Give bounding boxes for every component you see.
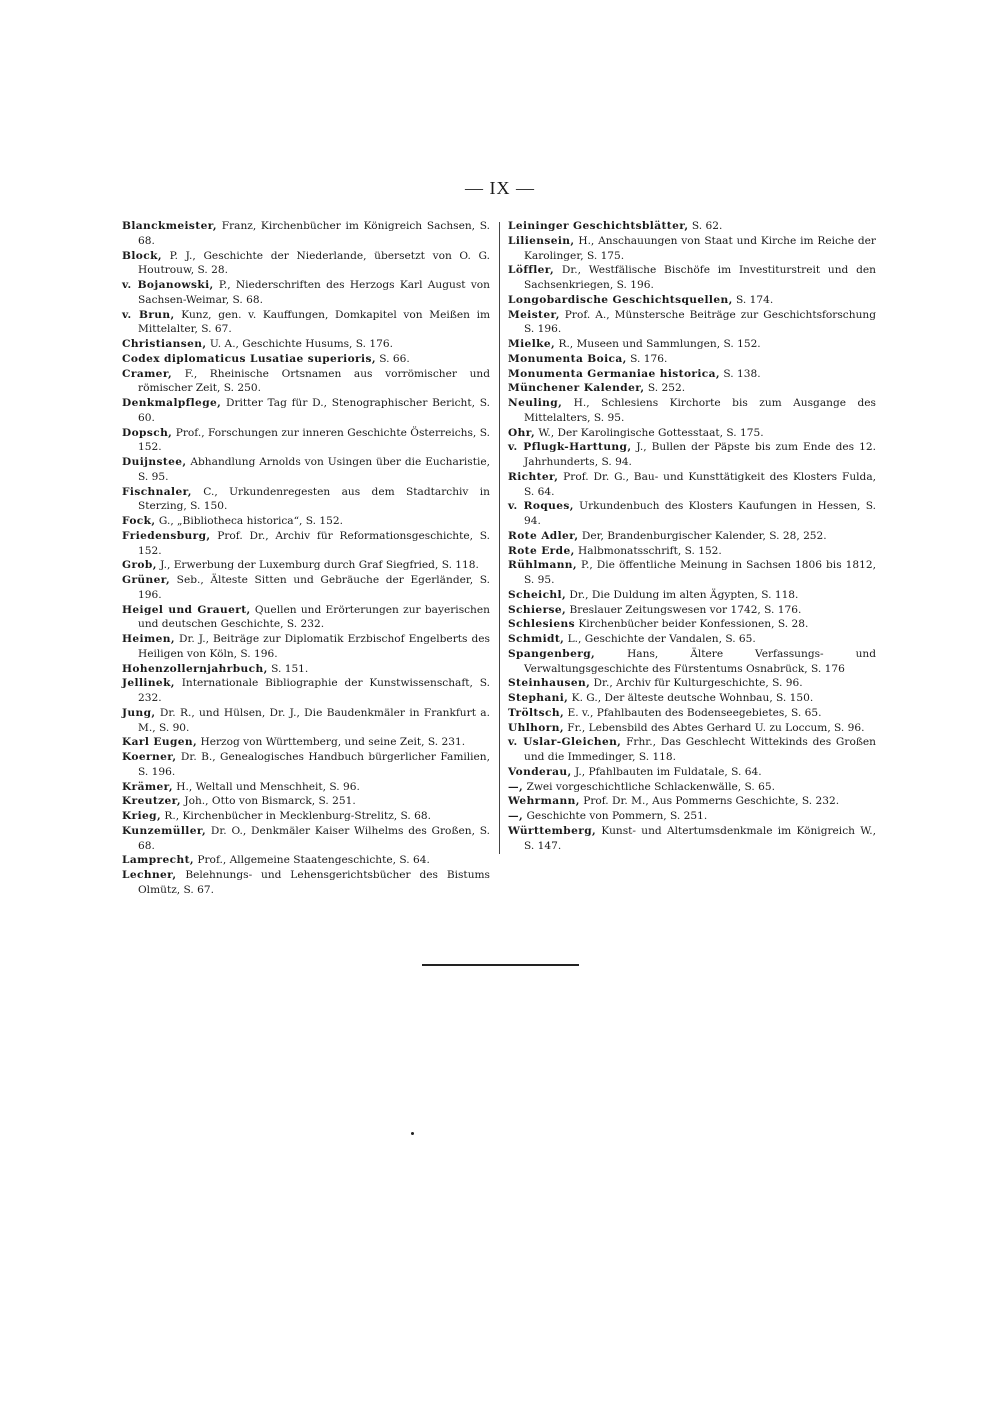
entry-details: Herzog von Württemberg, und seine Zeit, S. 231. [197,736,466,749]
entry-details: Prof. A., Münstersche Beiträge zur Geschichtsforschung S. 196. [524,308,876,336]
entry-details: S. 66. [375,352,410,365]
entry-details: E. v., Pfahlbauten des Bodenseegebietes, S. 65. [564,706,822,719]
index-entry [508,721,876,736]
entry-name: Krämer, [122,780,173,793]
entry-details: W., Der Karolingische Gottesstaat, S. 175. [535,426,764,439]
entry-name: Liliensein, [508,234,575,247]
entry-details: Prof., Forschungen zur inneren Geschichte Österreichs, S. 152. [138,426,490,454]
entry-details: S. 252. [644,382,686,395]
index-entry [508,499,876,529]
index-entry [122,367,490,397]
entry-details: S. 176. [626,352,668,365]
index-entry [122,676,490,706]
entry-name: Spangenberg, [508,647,596,660]
index-entry [508,293,876,308]
entry-details: Belehnungs- und Lehensgerichtsbücher des Bistums Olmütz, S. 67. [138,869,490,896]
entry-name: Meister, [508,308,560,321]
entry-details: Prof., Allgemeine Staatengeschichte, S. 64. [194,854,430,867]
index-column-right [508,219,876,853]
entry-name: Hohenzollernjahrbuch, [122,662,268,675]
entry-name: Duijnstee, [122,456,187,468]
index-entry [508,440,876,470]
entry-name: Kreutzer, [122,795,181,808]
index-entry [122,278,490,308]
index-entry [508,219,876,234]
entry-details: H., Schlesiens Kirchorte bis zum Ausgange des Mittelalters, S. 95. [524,397,876,424]
entry-name: Lamprecht, [122,854,194,867]
index-entry [508,544,876,559]
entry-details: Kunst- und Altertumsdenkmale im Königreich W., S. 147. [524,824,876,852]
entry-name: Ohr, [508,426,536,439]
entry-name: Longobardische Geschichtsquellen, [508,293,733,306]
entry-details: Dr. J., Beiträge zur Diplomatik Erzbischof Engelberts des Heiligen von Köln, S. 196. [138,633,490,660]
index-entry [122,396,490,426]
entry-details: Seb., Älteste Sitten und Gebräuche der Egerländer, S. 196. [138,574,490,601]
entry-details: H., Weltall und Menschheit, S. 96. [172,780,360,793]
index-entry [122,558,490,573]
index-entry [508,780,876,795]
entry-name: v. Roques, [508,500,574,513]
entry-details: Dr. O., Denkmäler Kaiser Wilhelms des Großen, S. 68. [138,824,490,852]
index-entry [508,809,876,824]
entry-details: Prof. Dr. M., Aus Pommerns Geschichte, S. 232. [579,795,840,808]
entry-name: Uhlhorn, [508,721,564,734]
entry-name: Heimen, [122,633,175,645]
index-entry [122,337,490,352]
entry-name: Cramer, [122,367,173,380]
entry-details: Prof. Dr., Archiv für Reformationsgeschichte, S. 152. [138,529,490,557]
index-entry [122,352,490,367]
entry-name: Fock, [122,515,156,527]
index-entry [508,617,876,632]
entry-details: G., „Bibliotheca historica“, S. 152. [155,515,343,527]
index-entry [508,765,876,780]
index-entry [122,632,490,662]
entry-details: P., Niederschriften des Herzogs Karl August von Sachsen-Weimar, S. 68. [138,279,491,306]
index-entry [122,455,490,485]
index-entry [508,632,876,647]
entry-name: Krieg, [122,810,162,822]
entry-name: Leininger Geschichtsblätter, [508,220,689,232]
index-entry [508,676,876,691]
entry-details: Joh., Otto von Bismarck, S. 251. [180,795,356,808]
entry-name: Blanckmeister, [122,220,218,232]
entry-name: Denkmalpflege, [122,397,222,409]
entry-details: Abhandlung Arnolds von Usingen über die Eucharistie, S. 95. [138,456,490,483]
entry-details: Dr., Westfälische Bischöfe im Investiturstreit und den Sachsenkriegen, S. 196. [524,264,876,291]
entry-name: Friedensburg, [122,529,211,542]
index-entry [508,794,876,809]
index-entry [122,603,490,633]
ink-speck [411,1132,414,1135]
entry-details: Franz, Kirchenbücher im Königreich Sachsen, S. 68. [138,220,490,247]
entry-name: Christiansen, [122,338,207,350]
entry-name: Dopsch, [122,426,173,439]
entry-name: Jellinek, [122,677,175,690]
entry-name: Monumenta Boica, [508,352,627,365]
index-entry [122,529,490,559]
entry-name: v. Bojanowski, [122,279,214,291]
index-entry [122,735,490,750]
entry-details: J., Erwerbung der Luxemburg durch Graf Siegfried, S. 118. [156,559,479,572]
index-entry [508,263,876,293]
entry-name: Heigel und Grauert, [122,603,251,616]
entry-name: Münchener Kalender, [508,382,645,395]
column-divider [499,222,500,854]
entry-details: S. 138. [720,367,761,380]
entry-name: Grüner, [122,574,171,586]
index-entry [508,426,876,441]
entry-name: Rote Erde, [508,544,575,557]
entry-details: Kunz, gen. v. Kauffungen, Domkapitel von Meißen im Mittelalter, S. 67. [138,308,491,336]
index-entry [508,603,876,618]
index-entry [122,514,490,529]
entry-details: S. 174. [732,293,774,306]
entry-name: Württemberg, [508,824,597,837]
entry-details: F., Rheinische Ortsnamen aus vorrömischer und römischer Zeit, S. 250. [138,367,490,395]
entry-name: Schmidt, [508,633,565,645]
entry-details: S. 151. [267,662,309,675]
entry-details: Dr., Die Duldung im alten Ägypten, S. 118. [566,588,799,601]
page-number: — IX — [465,178,535,198]
entry-details: P. J., Geschichte der Niederlande, übersetzt von O. G. Houtrouw, S. 28. [138,249,490,277]
entry-name: Karl Eugen, [122,736,198,749]
index-entry [508,558,876,588]
entry-name: —, [508,780,524,793]
entry-details: Geschichte von Pommern, S. 251. [523,810,708,822]
entry-name: —, [508,810,524,822]
entry-details: Halbmonatsschrift, S. 152. [574,544,722,557]
entry-name: Stephani, [508,692,569,704]
index-entry [508,396,876,426]
entry-details: Prof. Dr. G., Bau- und Kunsttätigkeit des Klosters Fulda, S. 64. [524,470,876,498]
entry-details: U. A., Geschichte Husums, S. 176. [206,338,393,350]
entry-name: Vonderau, [508,765,572,778]
index-entry [122,750,490,780]
index-entry [122,249,490,279]
entry-name: Steinhausen, [508,677,591,690]
entry-name: Rote Adler, [508,529,579,542]
entry-details: K. G., Der älteste deutsche Wohnbau, S. 150. [568,692,814,704]
entry-name: v. Pflugk-Harttung, [508,441,632,454]
entry-name: Richter, [508,470,559,483]
entry-name: Kunzemüller, [122,824,207,837]
entry-details: L., Geschichte der Vandalen, S. 65. [564,633,756,645]
entry-name: Grob, [122,559,157,572]
index-entry [122,824,490,854]
entry-details: C., Urkundenregesten aus dem Stadtarchiv in Sterzing, S. 150. [138,485,490,513]
index-entry [122,308,490,338]
entry-name: Scheichl, [508,588,567,601]
entry-details: S. 62. [688,220,723,232]
index-entry [122,868,490,898]
index-entry [122,706,490,736]
index-entry [508,529,876,544]
entry-details: Quellen und Erörterungen zur bayerischen und deutschen Geschichte, S. 232. [138,603,490,631]
entry-name: Schierse, [508,603,567,616]
index-entry [122,426,490,456]
entry-details: Dr. B., Genealogisches Handbuch bürgerlicher Familien, S. 196. [138,751,490,778]
entry-details: R., Museen und Sammlungen, S. 152. [555,338,761,350]
entry-details: H., Anschauungen von Staat und Kirche im Reiche der Karolinger, S. 175. [524,234,876,262]
entry-name: Mielke, [508,338,556,350]
index-entry [508,381,876,396]
index-entry [508,647,876,677]
index-entry [122,662,490,677]
entry-details: J., Pfahlbauten im Fuldatale, S. 64. [571,765,762,778]
index-entry [508,691,876,706]
index-entry [122,219,490,249]
entry-name: Lechner, [122,869,177,881]
entry-details: R., Kirchenbücher in Mecklenburg-Strelitz, S. 68. [161,810,432,822]
index-entry [122,573,490,603]
entry-name: Block, [122,249,162,262]
index-entry [122,485,490,515]
entry-name: Tröltsch, [508,706,565,719]
entry-details: Dr., Archiv für Kulturgeschichte, S. 96. [590,677,803,690]
entry-details: Internationale Bibliographie der Kunstwissenschaft, S. 232. [138,677,490,704]
entry-details: Fr., Lebensbild des Abtes Gerhard U. zu Loccum, S. 96. [563,721,865,734]
index-entry [508,308,876,338]
entry-details: Dritter Tag für D., Stenographischer Bericht, S. 60. [138,397,490,424]
index-entry [508,470,876,500]
entry-details: P., Die öffentliche Meinung in Sachsen 1806 bis 1812, S. 95. [524,559,876,586]
index-entry [508,367,876,382]
entry-details: Dr. R., und Hülsen, Dr. J., Die Baudenkmäler in Frankfurt a. M., S. 90. [138,706,490,734]
entry-details: J., Bullen der Päpste bis zum Ende des 12. Jahrhunderts, S. 94. [524,441,876,468]
entry-name: v. Brun, [122,308,175,321]
entry-name: Monumenta Germaniae historica, [508,367,721,380]
entry-details: Breslauer Zeitungswesen vor 1742, S. 176. [566,603,802,616]
entry-name: Fischnaler, [122,485,192,498]
index-entry [122,853,490,868]
end-rule [422,964,579,966]
index-entry [122,780,490,795]
entry-name: Schlesiens [508,618,575,631]
index-entry [122,809,490,824]
index-entry [508,337,876,352]
entry-name: Codex diplomaticus Lusatiae superioris, [122,352,376,365]
index-entry [508,352,876,367]
index-entry [508,234,876,264]
entry-name: Wehrmann, [508,795,580,808]
index-entry [508,588,876,603]
index-entry [508,735,876,765]
entry-name: Löffler, [508,264,555,277]
index-entry [122,794,490,809]
entry-name: Neuling, [508,397,563,409]
entry-details: Urkundenbuch des Klosters Kaufungen in Hessen, S. 94. [524,500,876,527]
entry-name: v. Uslar-Gleichen, [508,736,622,749]
entry-name: Koerner, [122,751,177,763]
entry-details: Hans, Ältere Verfassungs- und Verwaltungsgeschichte des Fürstentums Osnabrück, S. 176 [524,647,876,675]
index-column-left [122,219,490,898]
entry-name: Jung, [122,706,156,719]
entry-details: Zwei vorgeschichtliche Schlackenwälle, S. 65. [523,780,775,793]
index-entry [508,706,876,721]
entry-details: Frhr., Das Geschlecht Wittekinds des Großen und die Immedinger, S. 118. [524,736,876,763]
entry-details: Der, Brandenburgischer Kalender, S. 28, 252. [578,529,827,542]
entry-details: Kirchenbücher beider Konfessionen, S. 28. [574,618,809,631]
index-entry [508,824,876,854]
entry-name: Rühlmann, [508,559,577,572]
